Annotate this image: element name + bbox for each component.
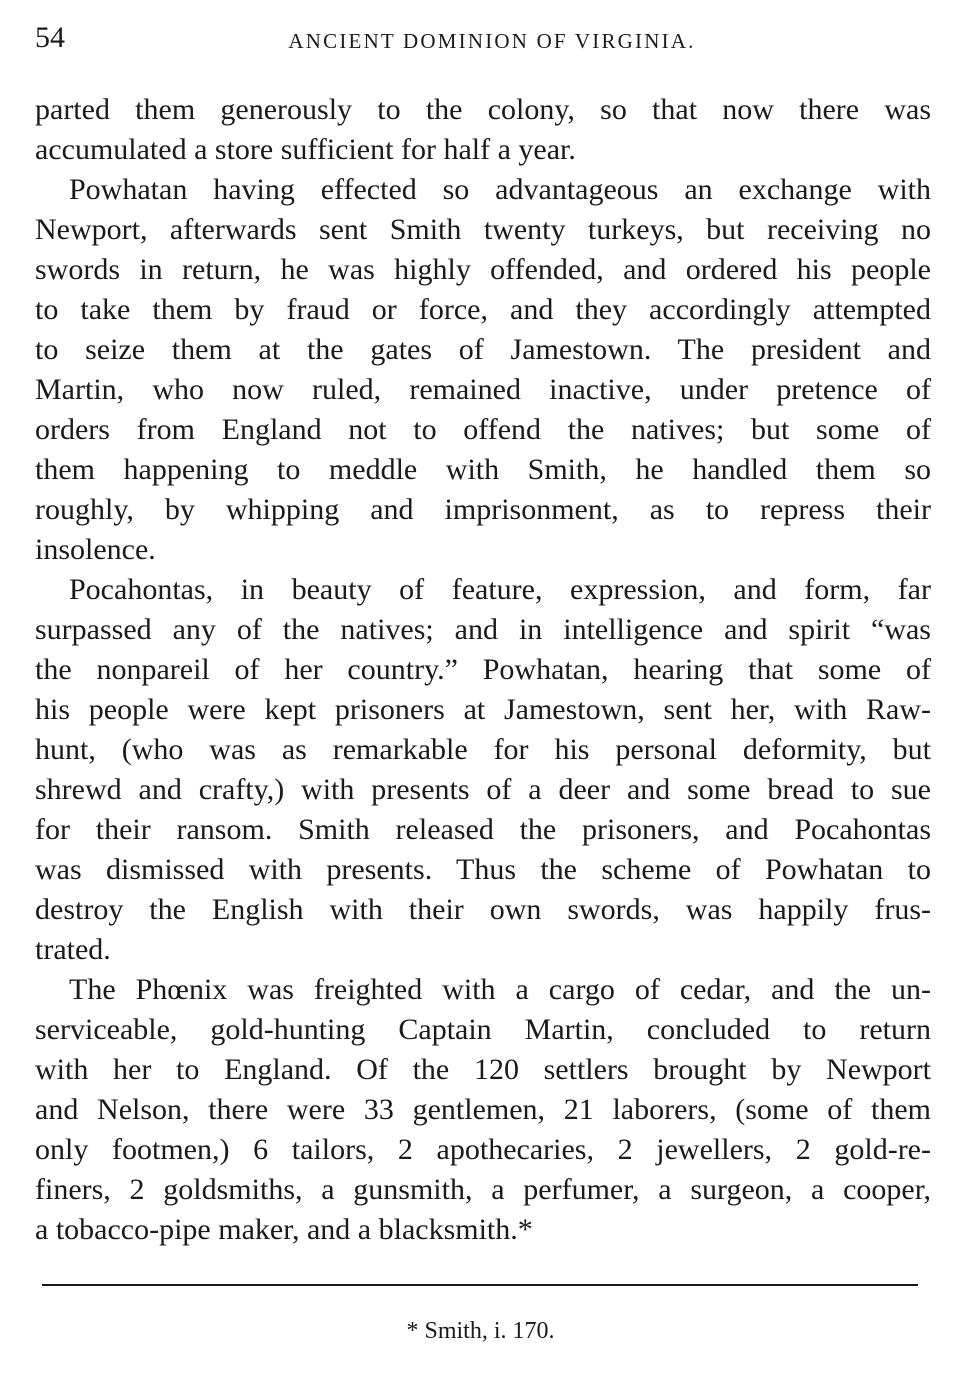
text-line: Pocahontas, in beauty of feature, expression, and form, far (69, 573, 931, 606)
text-line: hunt, (who was as remarkable for his personal deformity, but (35, 733, 931, 766)
text-line: and Nelson, there were 33 gentlemen, 21 laborers, (some of them (35, 1093, 931, 1126)
text-line: Martin, who now ruled, remained inactive, under pretence of (35, 373, 931, 406)
text-line: only footmen,) 6 tailors, 2 apothecaries, 2 jewellers, 2 gold-re- (35, 1133, 931, 1166)
text-line: was dismissed with presents. Thus the scheme of Powhatan to (35, 853, 931, 886)
footnote-rule (42, 1284, 918, 1286)
text-line: surpassed any of the natives; and in intelligence and spirit “was (35, 613, 931, 646)
text-line: accumulated a store sufficient for half a year. (35, 133, 576, 166)
page-number: 54 (35, 21, 65, 54)
text-line: swords in return, he was highly offended, and ordered his people (35, 253, 931, 286)
running-head: ANCIENT DOMINION OF VIRGINIA. (288, 29, 696, 53)
text-line: shrewd and crafty,) with presents of a deer and some bread to sue (35, 773, 931, 806)
text-line: them happening to meddle with Smith, he handled them so (35, 453, 931, 486)
text-line: The Phœnix was freighted with a cargo of cedar, and the un- (69, 973, 931, 1006)
text-line: Newport, afterwards sent Smith twenty turkeys, but receiving no (35, 213, 931, 246)
page-header (35, 18, 931, 62)
text-line: serviceable, gold-hunting Captain Martin, concluded to return (35, 1013, 931, 1046)
footnote: * Smith, i. 170. (406, 1318, 555, 1344)
text-line: to take them by fraud or force, and they accordingly attempted (35, 293, 931, 326)
text-line: finers, 2 goldsmiths, a gunsmith, a perfumer, a surgeon, a cooper, (35, 1173, 931, 1206)
body-text (35, 90, 931, 1250)
text-line: a tobacco-pipe maker, and a blacksmith.* (35, 1213, 533, 1246)
text-line: parted them generously to the colony, so that now there was (35, 93, 931, 126)
text-line: the nonpareil of her country.” Powhatan, hearing that some of (35, 653, 931, 686)
text-line: trated. (35, 933, 111, 966)
text-line: insolence. (35, 533, 156, 566)
text-line: orders from England not to offend the natives; but some of (35, 413, 931, 446)
text-line: destroy the English with their own swords, was happily frus- (35, 893, 931, 926)
text-line: his people were kept prisoners at Jamestown, sent her, with Raw- (35, 693, 931, 726)
text-line: to seize them at the gates of Jamestown. The president and (35, 333, 931, 366)
text-line: with her to England. Of the 120 settlers brought by Newport (35, 1053, 931, 1086)
text-line: for their ransom. Smith released the prisoners, and Pocahontas (35, 813, 931, 846)
text-line: Powhatan having effected so advantageous an exchange with (69, 173, 931, 206)
text-line: roughly, by whipping and imprisonment, as to repress their (35, 493, 931, 526)
